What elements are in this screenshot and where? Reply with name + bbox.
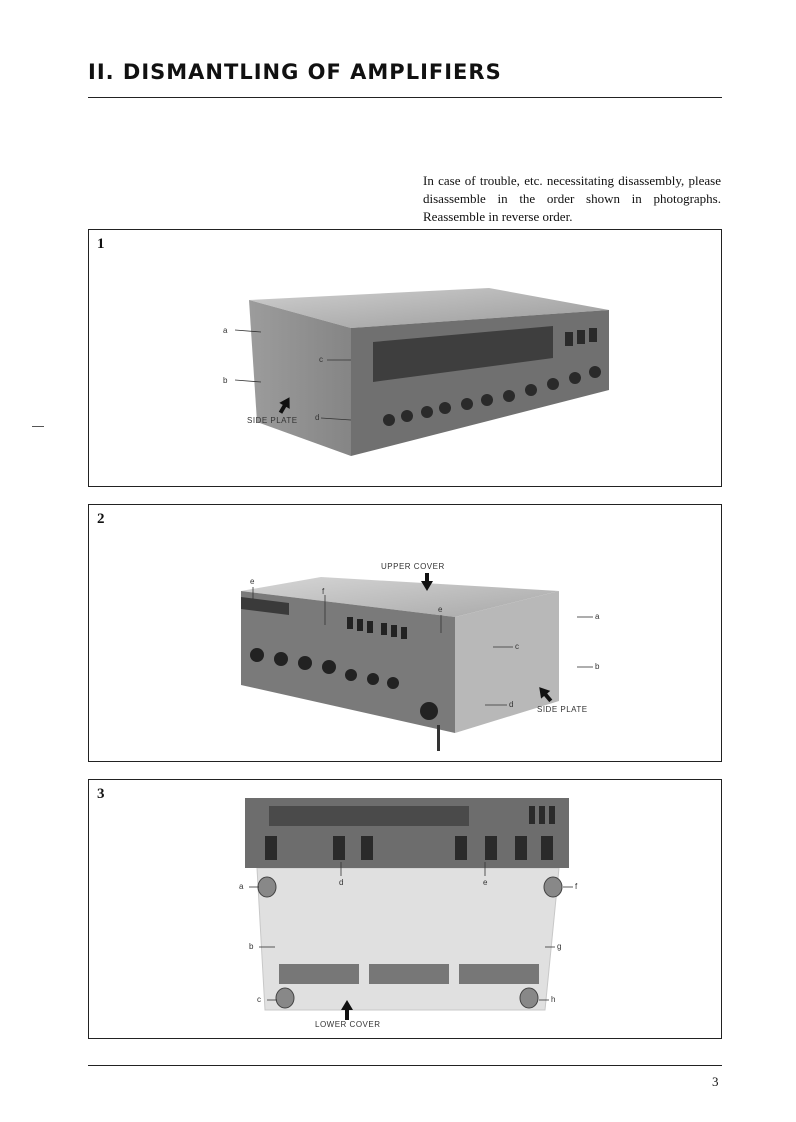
intro-paragraph: In case of trouble, etc. necessitating disassembly, please disassemble in the order shown in photographs. Reassemble in reverse order. — [423, 173, 721, 224]
callout-e: e — [483, 878, 488, 887]
caption-upper-cover: UPPER COVER — [381, 562, 445, 571]
panel-3 — [88, 779, 722, 1039]
panel-1 — [88, 229, 722, 487]
amplifier-side-view-photo — [89, 230, 721, 486]
callout-d: d — [509, 700, 514, 709]
page-number: 3 — [712, 1074, 719, 1089]
callout-a: a — [223, 326, 228, 335]
callout-a: a — [239, 882, 244, 891]
footer-rule — [88, 1065, 722, 1066]
callout-c: c — [257, 995, 262, 1004]
header-rule — [88, 97, 722, 98]
callout-a: a — [595, 612, 600, 621]
page-title: II. DISMANTLING OF AMPLIFIERS — [88, 60, 502, 84]
callout-b: b — [223, 376, 228, 385]
callout-g: g — [557, 942, 562, 951]
callout-c: c — [515, 642, 520, 651]
callout-b: b — [595, 662, 600, 671]
callout-f: f — [322, 587, 325, 596]
amplifier-front-right-view-photo — [89, 505, 721, 761]
panel-number: 1 — [97, 236, 105, 252]
panel-number: 2 — [97, 511, 105, 527]
callout-c: c — [319, 355, 324, 364]
callout-e-left: e — [250, 577, 255, 586]
callout-d: d — [315, 413, 320, 422]
caption-lower-cover: LOWER COVER — [315, 1020, 381, 1029]
caption-side-plate: SIDE PLATE — [247, 416, 298, 425]
panel-2 — [88, 504, 722, 762]
callout-h: h — [551, 995, 556, 1004]
caption-side-plate: SIDE PLATE — [537, 705, 588, 714]
callout-e-right: e — [438, 605, 443, 614]
amplifier-bottom-view-photo — [89, 780, 721, 1038]
callout-d: d — [339, 878, 344, 887]
margin-mark — [32, 426, 44, 427]
callout-b: b — [249, 942, 254, 951]
callout-f: f — [575, 882, 578, 891]
panel-number: 3 — [97, 786, 105, 802]
